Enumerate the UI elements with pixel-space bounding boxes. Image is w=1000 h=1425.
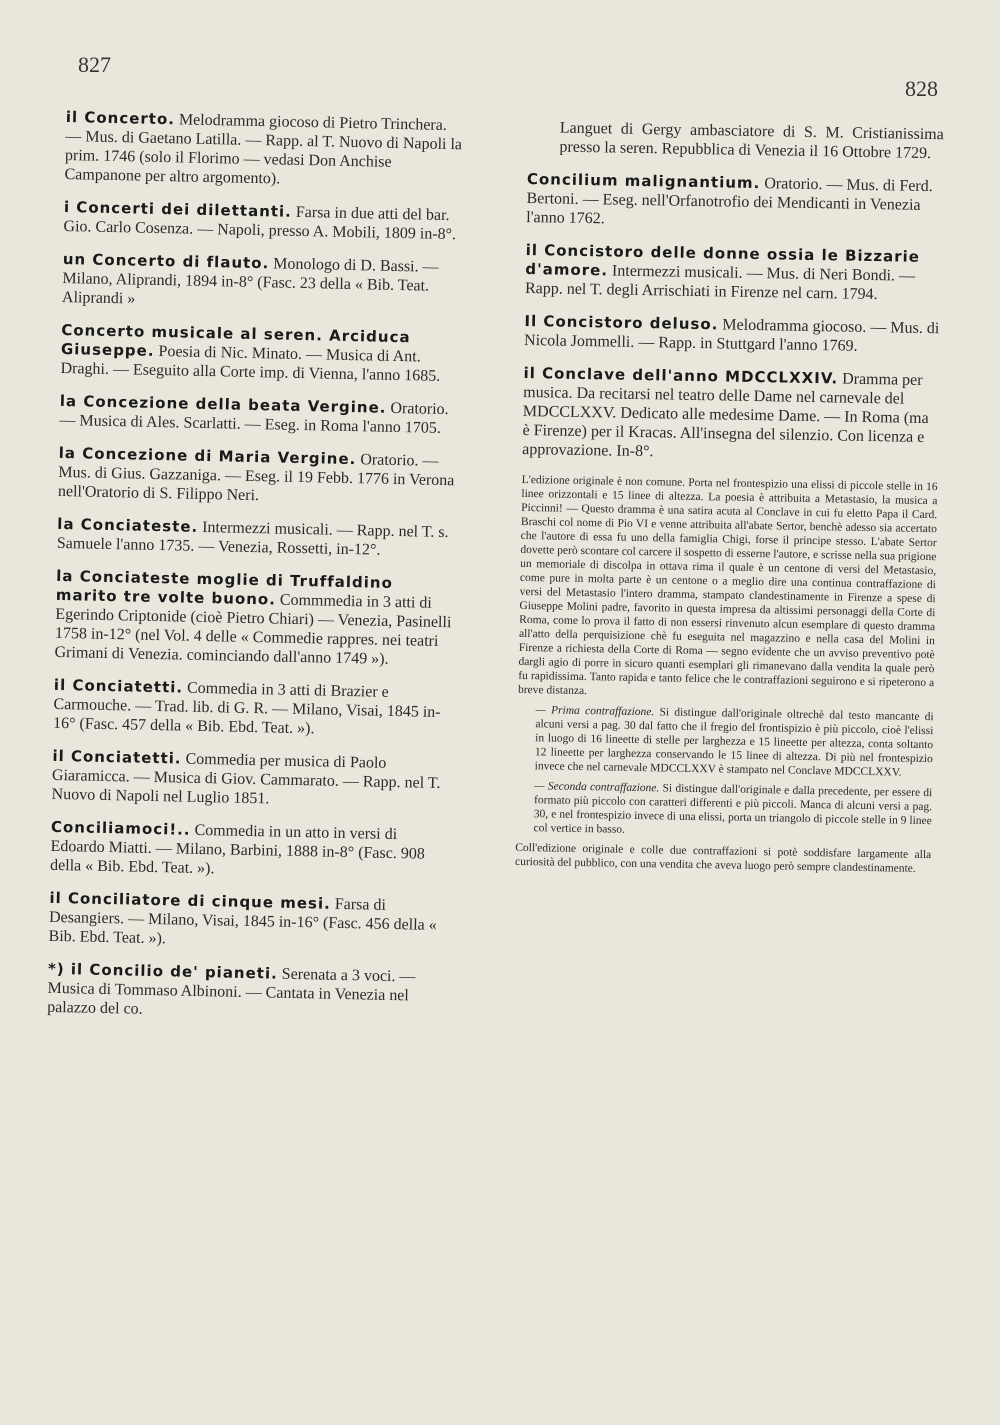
page-number-right: 828 bbox=[905, 76, 938, 101]
entry bbox=[63, 198, 464, 244]
entry-heading: il Conclave dell'anno MDCCLXXIV. bbox=[523, 363, 839, 388]
entry-text: Intermezzi musicali. — Rapp. nel T. s. Samuele l'anno 1735. — Venezia, Rossetti, in-12°. bbox=[56, 518, 449, 559]
footnote-text: Coll'edizione originale e colle due contraffazioni si potè soddisfare largamente alla curiosità del pubblico, con una vendita che aveva luogo però sempre clandestinamente. bbox=[514, 841, 932, 875]
entry bbox=[525, 241, 942, 305]
footnote bbox=[515, 841, 931, 876]
entry bbox=[524, 312, 941, 357]
footnote bbox=[517, 703, 934, 780]
entry-text: Melodramma giocoso di Pietro Trinchera. — Mus. di Gaetano Latilla. — Rapp. al T. Nuovo di Napoli la prim. 1746 (solo il Florimo — vedasi Don Anchise Campanone per altro argomento). bbox=[64, 111, 463, 188]
footnote-text: Si distingue dall'originale e dalla precedente, per essere di formato più piccolo con caratteri differenti e più piccoli. Manca di alcuni versi a pag. 30, e nel frontespizio invece di una elissi, porta un triangolo di piccole stelle in 9 linee col vertice in basso. bbox=[533, 782, 933, 836]
entry-heading: Concilium malignantium. bbox=[526, 169, 761, 193]
entry bbox=[48, 889, 449, 954]
entry-text: Dramma per musica. Da recitarsi nel teatro delle Dame nel carnevale del MDCCLXXV. Dedicato alle medesime Dame. — In Roma (ma è Firenze) per il Kracas. All'insegna del silenzio. Con licenza e approvazione. In-8°. bbox=[522, 370, 929, 461]
entry-heading: il Concerto. bbox=[65, 108, 176, 129]
entry bbox=[526, 170, 943, 234]
entry bbox=[58, 444, 459, 509]
entry bbox=[47, 960, 448, 1025]
entry-text: Oratorio. — Mus. di Ferd. Bertoni. — Eseg. nell'Orfanotrofio dei Mendicanti in Venezia l'anno 1762. bbox=[526, 175, 933, 228]
entry bbox=[59, 392, 460, 438]
entry bbox=[53, 676, 454, 741]
entry-heading: il Conciliatore di cinque mesi. bbox=[49, 888, 331, 913]
entry-text: Farsa di Desangiers. — Milano, Visai, 1845 in-16° (Fasc. 456 della « Bib. Ebd. Teat. »). bbox=[48, 895, 437, 948]
entry-heading: il Conciatetti. bbox=[52, 746, 182, 768]
entry-text: Farsa in due atti del bar. Gio. Carlo Cosenza. — Napoli, presso A. Mobili, 1809 in-8°. bbox=[63, 203, 457, 244]
entry-heading: la Concezione di Maria Vergine. bbox=[58, 443, 357, 469]
entry bbox=[522, 364, 940, 466]
entry-text: Commmedia in 3 atti di Egerindo Criptonide (cioè Pietro Chiari) — Venezia, Pasinelli 1758 in-12° (nel Vol. 4 delle « Commedie rappres. nei teatri Grimani di Venezia. cominciando dall'anno 1749 »). bbox=[54, 591, 452, 668]
entry-heading: *) il Concilio de' pianeti. bbox=[47, 959, 278, 983]
entry-heading: un Concerto di flauto. bbox=[62, 249, 270, 273]
entry-heading: il Conciatetti. bbox=[53, 675, 184, 697]
footnote-lead: — Prima contraffazione. bbox=[535, 704, 655, 719]
entry-heading: il Concistoro delle donne ossia le Bizzarie d'amore. bbox=[525, 240, 921, 280]
page-number-left: 827 bbox=[78, 52, 111, 77]
entry-text: Serenata a 3 voci. — Musica di Tommaso Albinoni. — Cantata in Venezia nel palazzo del co. bbox=[46, 965, 416, 1018]
entry bbox=[64, 108, 466, 192]
entry bbox=[50, 818, 451, 883]
entry-heading: Conciliamoci!.. bbox=[50, 817, 191, 839]
entry bbox=[60, 321, 461, 386]
continuation-text: Languet di Gergy ambasciatore di S. M. Cristianissima presso la seren. Repubblica di Venezia il 16 Ottobre 1729. bbox=[559, 119, 944, 163]
footnote-text: L'edizione originale è non comune. Porta nel frontespizio una elissi di piccole stelle in 16 linee orizzontali e 15 linee di altezza. La poesia è attribuita a Metastasio, la musica a Piccinni! — Questo dramma è una satira acuta al Conclave in cui fu eletto Papa il Card. Braschi col nome di Pio VI e venne attribuita all'abate Sertor, benchè adesso sia accertato che l'autore di essa fu uno della famiglia Chigi, forse il principe stesso. L'abate Sertor dovette però scontare col carcere il sospetto di esserne l'autore, e scrisse nella sua prigione un memoriale di discolpa in ottava rima il quale è un centone di versi del Metastasio, come pure in molta parte è un centone o a meglio dire una continua contraffazione di versi del Metastasio l'intero dramma, stampato clandestinamente in Firenze a spese di Giuseppe Molini padre, favorito in questa impresa da altissimi personaggi della Corte di Roma, come lo prova il fatto di non essersi rinvenuto alcun esemplare di questo dramma all'atto della perquisizione chè fu eseguita nel magazzino e nella casa del Molini in Firenze a richiesta della Corte di Roma — segno evidente che un avviso preventivo potè dargli agio di porre in sicuro quanti esemplari gli rimanevano dalla vendita la quale però fu rapidissima. Tanto rapida e tanto felice che le contraffazioni seguirono e si ripeterono a breve distanza. bbox=[517, 473, 938, 698]
entry bbox=[57, 515, 458, 561]
entry-heading: Concerto musicale al seren. Arciduca Giuseppe. bbox=[60, 320, 411, 360]
entry-text: Commedia in un atto in versi di Edoardo Miatti. — Milano, Barbini, 1888 in-8° (Fasc. 908 della « Bib. Ebd. Teat. »). bbox=[49, 821, 425, 878]
footnote-text: Si distingue dall'originale oltrechè dal testo mancante di alcuni versi a pag. 30 dal fatto che il fregio del frontispizio è più piccolo, cioè l'elissi in luogo di 16 lineette di stelle per larghezza e 15 lineette per altezza, conta soltanto 12 lineette per larghezza conservando le 15 linee di altezza. Di più nel frontespizio invece che nel carnevale MDCCLXXV è stampato nel Conclave MDCCLXXV. bbox=[534, 706, 934, 779]
footnote bbox=[518, 473, 938, 704]
entry-heading: Il Concistoro deluso. bbox=[524, 311, 719, 334]
footnote-lead: — Seconda contraffazione. bbox=[534, 780, 660, 795]
entry-text: Melodramma giocoso. — Mus. di Nicola Jommelli. — Rapp. in Stuttgard l'anno 1769. bbox=[523, 316, 940, 355]
right-column bbox=[515, 118, 944, 882]
entry bbox=[51, 747, 452, 812]
entry-text: Commedia per musica di Paolo Giaramicca. — Musica di Giov. Cammarato. — Rapp. nel T. Nuovo di Napoli nel Luglio 1851. bbox=[51, 750, 441, 808]
entry-heading: i Concerti dei dilettanti. bbox=[63, 197, 293, 221]
entry-text: Intermezzi musicali. — Mus. di Neri Bondi. — Rapp. nel T. degli Arrischiati in Firenze nel carn. 1794. bbox=[524, 262, 916, 304]
entry-text: Oratorio. — Mus. di Gius. Gazzaniga. — Eseg. il 19 Febb. 1776 in Verona nell'Oratorio di S. Filippo Neri. bbox=[57, 451, 455, 505]
entry-heading: la Concezione della beata Vergine. bbox=[59, 391, 387, 417]
entry-text: Monologo di D. Bassi. — Milano, Aliprandi, 1894 in-8° (Fasc. 23 della « Bib. Teat. Aliprandi » bbox=[61, 255, 439, 308]
entry-text: Poesia di Nic. Minato. — Musica di Ant. Draghi. — Eseguito alla Corte imp. di Vienna, l'anno 1685. bbox=[60, 342, 441, 385]
entry-text: Commedia in 3 atti di Brazier e Carmouche. — Trad. lib. di G. R. — Milano, Visai, 1845 in-16° (Fasc. 457 della « Bib. Ebd. Teat. »). bbox=[52, 679, 441, 738]
entry-heading: la Conciateste. bbox=[57, 514, 199, 536]
left-column bbox=[47, 108, 466, 1039]
entry-heading: la Conciateste moglie di Truffaldino marito tre volte buono. bbox=[55, 566, 394, 609]
entry-text: Oratorio. — Musica di Ales. Scarlatti. — Eseg. in Roma l'anno 1705. bbox=[59, 399, 449, 437]
entry bbox=[54, 567, 456, 670]
entry bbox=[62, 250, 463, 315]
footnote bbox=[515, 779, 932, 842]
